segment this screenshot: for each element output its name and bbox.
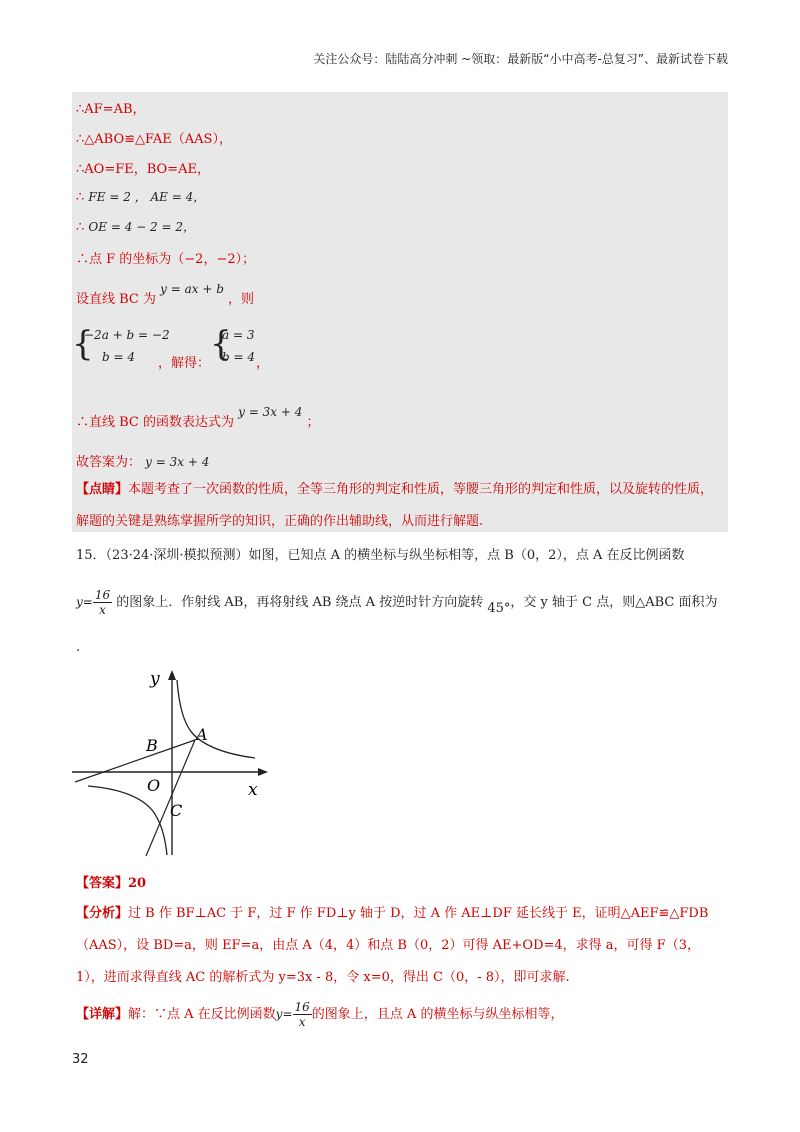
label-x: x — [248, 780, 258, 800]
answer-value: 20 — [128, 876, 147, 891]
detail-y-eq: y= — [275, 1007, 293, 1021]
comment-text: 本题考查了一次函数的性质，全等三角形的判定和性质，等腰三角形的判定和性质，以及旋转的性质，解题的关键是熟练掌握所学的知识，正确的作出辅助线，从而进行解题. — [76, 482, 714, 529]
label-o: O — [147, 776, 161, 795]
label-a: A — [196, 725, 208, 744]
system-2-row-2: b = 4 — [222, 350, 255, 364]
line-9-text: ∴直线 BC 的函数表达式为 — [76, 415, 235, 430]
detail-fraction — [293, 1000, 312, 1029]
label-c: C — [170, 801, 183, 820]
angle-45: 45° — [487, 601, 511, 616]
ray-ab — [75, 740, 195, 782]
line-7-text: 设直线 BC 为 — [76, 292, 157, 307]
system-2-suffix: ， — [256, 356, 270, 371]
solution-line-7 — [76, 282, 255, 307]
question-15-line-2 — [76, 588, 717, 617]
detail-fraction-denominator: x — [298, 1015, 306, 1029]
hyperbola-branch-1 — [177, 680, 255, 758]
solution-line-6: ∴点 F 的坐标为（−2，−2）； — [76, 252, 256, 267]
answer-math: y = 3x + 4 — [145, 455, 210, 469]
question-line-2-b: ，交 y 轴于 C 点，则△ABC 面积为 — [510, 595, 718, 610]
solution-line-4-math: FE = 2 ， AE = 4， — [88, 190, 206, 204]
answer-block — [76, 872, 146, 891]
x-axis-arrow — [258, 768, 268, 776]
line-9-suffix: ； — [306, 415, 320, 430]
analysis-line-1 — [76, 902, 708, 921]
question-15-line-1: 15．（23·24·深圳·模拟预测）如图，已知点 A 的横坐标与纵坐标相等，点 B（0，2），点 A 在反比例函数 — [76, 548, 685, 563]
system-1-row-2: b = 4 — [102, 350, 135, 364]
solution-line-3: ∴AO=FE，BO=AE， — [76, 162, 210, 177]
label-y: y — [150, 669, 160, 689]
solution-line-5 — [76, 218, 195, 235]
detail-fraction-numerator: 16 — [294, 1000, 310, 1014]
answer-label: 【答案】 — [76, 876, 129, 891]
analysis-line-3: 1），进而求得直线 AC 的解析式为 y=3x - 8，令 x=0，得出 C（0，- 8），即可求解. — [76, 970, 570, 985]
question-15-line-3: . — [76, 640, 81, 655]
solve-label: ，解得： — [158, 356, 211, 371]
detail-label: 【详解】 — [76, 1007, 129, 1022]
left-brace-2: { — [210, 324, 232, 364]
line-7-suffix: ，则 — [228, 292, 255, 307]
therefore-symbol: ∴ — [76, 220, 85, 235]
therefore-symbol: ∴ — [76, 190, 85, 205]
analysis-line-2: （AAS），设 BD=a，则 EF=a，由点 A（4，4）和点 B（0，2）可得 AE+OD=4，求得 a，可得 F（3， — [76, 938, 700, 953]
comment-paragraph — [76, 474, 726, 538]
y-axis-arrow — [168, 670, 176, 680]
answer-prefix: 故答案为： — [76, 455, 142, 470]
question-line-2-a: 的图象上．作射线 AB，再将射线 AB 绕点 A 按逆时针方向旋转 — [116, 595, 484, 610]
solution-line-2: ∴△ABO≌△FAE（AAS）， — [76, 132, 232, 147]
analysis-text-1: 过 B 作 BF⊥AC 于 F，过 F 作 FD⊥y 轴于 D，过 A 作 AE⊥DF 延长线于 E，证明△AEF≌△FDB — [128, 906, 709, 921]
label-b: B — [146, 736, 158, 755]
answer-line — [76, 451, 209, 470]
fraction-numerator: 16 — [94, 588, 111, 602]
fraction-denominator: x — [99, 603, 106, 617]
page-header: 关注公众号：陆陆高分冲刺 ~领取：最新版“小中高考-总复习”、最新试卷下载 — [313, 52, 728, 66]
solution-line-9 — [76, 405, 320, 430]
page-number: 32 — [72, 1052, 89, 1067]
solution-line-5-math: OE = 4 − 2 = 2， — [88, 220, 195, 234]
solution-line-4 — [76, 188, 205, 205]
comment-label: 【点睛】 — [76, 482, 129, 497]
system-2-row-1: a = 3 — [222, 328, 255, 342]
detail-text-a: 解：∵点 A 在反比例函数 — [128, 1007, 276, 1022]
analysis-label: 【分析】 — [76, 906, 129, 921]
solution-line-1: ∴AF=AB， — [76, 102, 146, 117]
left-brace-1: { — [72, 324, 94, 364]
system-1-row-1: −2a + b = −2 — [84, 328, 170, 342]
line-ac — [146, 740, 195, 856]
graph-figure — [60, 660, 290, 860]
detail-line — [76, 1000, 563, 1029]
hyperbola-branch-2 — [88, 786, 167, 855]
fraction-16-over-x — [93, 588, 112, 617]
line-9-math: y = 3x + 4 — [238, 405, 303, 419]
question-y-eq: y= — [76, 595, 93, 609]
detail-text-b: 的图象上，且点 A 的横坐标与纵坐标相等， — [311, 1007, 564, 1022]
line-7-math: y = ax + b — [160, 282, 224, 296]
